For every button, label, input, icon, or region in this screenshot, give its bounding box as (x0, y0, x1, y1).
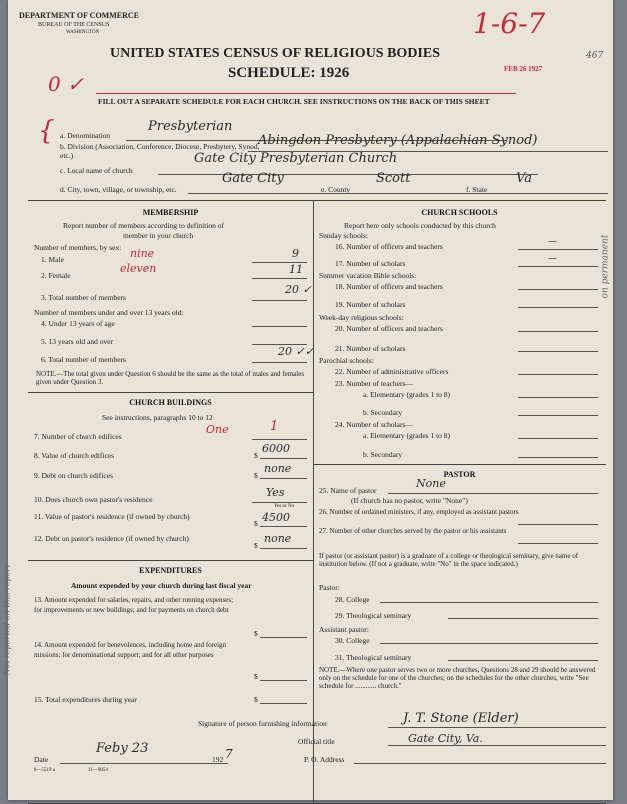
q2-line (252, 278, 307, 279)
q8-amount: 6000 (262, 442, 290, 455)
buildings-rule (28, 392, 313, 393)
q16-value: — (548, 237, 557, 247)
q26-line (518, 524, 598, 525)
q15-line (260, 703, 307, 704)
form-title: UNITED STATES CENSUS OF RELIGIOUS BODIES (110, 46, 441, 61)
q10-line (252, 502, 307, 503)
schools-sub: Report here only schools conducted by this church (344, 221, 496, 230)
state-label: f. State (466, 185, 488, 194)
q12-debt: 12. Debt on pastor's residence (if owned by church) (34, 534, 189, 543)
q1-value: 9 (292, 247, 299, 260)
q10-answer: Yes (266, 486, 285, 499)
q2-word: eleven (120, 262, 157, 275)
city-town-value: Gate City (222, 171, 284, 186)
q24a-elementary: a. Elementary (grades 1 to 8) (363, 431, 451, 440)
year-prefix: 192 (212, 755, 224, 764)
q11-value: 11. Value of pastor's residence (if owned by church) (34, 512, 190, 521)
q11-dollar: $ (254, 519, 258, 528)
expenditures-rule (28, 560, 313, 561)
q25-hint: (If church has no pastor, write "None") (351, 496, 468, 505)
county-label: e. County (321, 185, 351, 194)
instruction-line: FILL OUT A SEPARATE SCHEDULE FOR EACH CHURCH. SEE INSTRUCTIONS ON THE BACK OF THIS SHEET (98, 97, 490, 106)
summer-label: Summer vacation Bible schools: (319, 271, 417, 280)
po-address-label: P. O. Address (304, 755, 345, 764)
q22-line (518, 374, 598, 375)
q22-admin: 22. Number of administrative officers (335, 367, 449, 376)
q25-name: 25. Name of pastor (319, 486, 377, 495)
q20-line (518, 331, 598, 332)
parochial-label: Parochial schools: (319, 356, 374, 365)
division-value: Abingdon Presbytery (Appalachian Synod) (258, 133, 538, 148)
city-label: WASHINGTON (66, 30, 100, 35)
right-margin-note: on permanent (600, 234, 611, 299)
q13-dollar: $ (254, 629, 258, 638)
local-name-label: c. Local name of church (60, 166, 133, 175)
q21-scholars: 21. Number of scholars (335, 344, 406, 353)
q24b-secondary: b. Secondary (363, 450, 403, 459)
q30-college: 30. College (335, 636, 370, 645)
q27-line (518, 543, 598, 544)
q17-scholars: 17. Number of scholars (335, 259, 406, 268)
q29-line (448, 618, 598, 619)
q8-dollar: $ (254, 451, 258, 460)
expenditures-sub: Amount expended by your church during last fiscal year (71, 581, 252, 590)
assistant-label: Assistant pastor: (319, 625, 369, 634)
date-label: Date (34, 755, 49, 764)
q9-line (260, 478, 307, 479)
signature-value: J. T. Stone (Elder) (403, 711, 519, 726)
signature-line (388, 727, 606, 728)
q31-seminary: 31. Theological seminary (335, 653, 412, 662)
buildings-sub: See instructions, paragraphs 10 to 12 (102, 413, 213, 422)
q18-line (518, 289, 598, 290)
buildings-title: CHURCH BUILDINGS (129, 398, 212, 407)
q11-amount: 4500 (262, 511, 290, 524)
q23a-line (518, 397, 598, 398)
q2-female: 2. Female (41, 271, 71, 280)
q1-word: nine (130, 247, 155, 260)
q16-officers: 16. Number of officers and teachers (335, 242, 443, 251)
q23-teachers: 23. Number of teachers— (335, 379, 413, 388)
q25-value: None (416, 477, 446, 490)
form-number: 8—5519 a (34, 768, 55, 773)
q15-total: 15. Total expenditures during year (34, 695, 137, 704)
q27-other-churches: 27. Number of other churches served by the pastor or his assistants (319, 527, 507, 535)
schools-title: CHURCH SCHOOLS (421, 208, 498, 217)
column-divider (313, 200, 314, 803)
local-name-value: Gate City Presbyterian Church (194, 151, 398, 166)
q9-dollar: $ (254, 471, 258, 480)
q8-line (260, 458, 307, 459)
q13-line (260, 637, 307, 638)
q12-dollar: $ (254, 541, 258, 550)
q5-over13: 5. 13 years old and over (41, 337, 114, 346)
q8-value: 8. Value of church edifices (34, 451, 115, 460)
q17-value: — (548, 254, 557, 264)
date-line (60, 763, 228, 764)
date-value: Feby 23 (96, 741, 149, 756)
q23a-elementary: a. Elementary (grades 1 to 8) (363, 390, 451, 399)
membership-sub1: Report number of members according to definition of (63, 221, 224, 230)
left-margin-note: Not reported on this report (2, 564, 12, 676)
denomination-value: Presbyterian (148, 119, 233, 134)
weekday-label: Week-day religious schools: (319, 313, 404, 322)
department-label: DEPARTMENT OF COMMERCE (19, 11, 140, 20)
q6-total: 6. Total number of members (41, 355, 126, 364)
q9-debt: 9. Debt on church edifices (34, 471, 113, 480)
q28-college: 28. College (335, 595, 370, 604)
local-name-line (158, 174, 538, 175)
top-rule (28, 200, 606, 201)
q21-line (518, 351, 598, 352)
membership-note: NOTE.—The total given under Question 6 should be the same as the total of males and females given under Question 3. (36, 370, 305, 387)
print-number: 11—9054 (88, 768, 108, 773)
q28-line (380, 602, 598, 603)
q30-line (380, 643, 598, 644)
q9-amount: none (264, 462, 292, 475)
q2-value: 11 (289, 263, 303, 276)
graduate-note: If pastor (or assistant pastor) is a graduate of a college or theological seminary, give name of institution below. (If not a graduate, write "No" in the space indicated.) (319, 552, 579, 569)
bureau-label: BUREAU OF THE CENSUS (38, 22, 110, 28)
q14-benevolences: 14. Amount expended for benevolences, including home and foreign missions; for denominational support; and for all other purposes (34, 641, 227, 659)
q7-number: 1 (270, 419, 279, 434)
city-line (188, 193, 608, 194)
red-rule (96, 93, 516, 94)
pastor-note: NOTE.—Where one pastor serves two or more churches, Questions 28 and 29 should be answered only on the schedule for one of the churches; on the schedules for the other churches, write "See schedule for ............ church." (319, 666, 596, 691)
q24-scholars: 24. Number of scholars— (335, 420, 413, 429)
city-town-label: d. City, town, village, or township, etc. (60, 185, 177, 194)
received-stamp: FEB 26 1927 (504, 65, 543, 73)
denomination-label: a. Denomination (60, 131, 110, 140)
handwritten-check: 0 ✓ (48, 72, 84, 96)
q10-residence: 10. Does church own pastor's residence (34, 495, 153, 504)
q14-line (260, 680, 307, 681)
membership-sub2: member in your church (123, 231, 194, 240)
q15-dollar: $ (254, 695, 258, 704)
expenditures-title: EXPENDITURES (139, 566, 202, 575)
handwritten-number: 467 (586, 51, 604, 61)
q23b-secondary: b. Secondary (363, 408, 403, 417)
q11-line (260, 526, 307, 527)
q23b-line (518, 415, 598, 416)
q14-dollar: $ (254, 672, 258, 681)
yes-no-hint: Yes or No (274, 504, 295, 509)
q3-value: 20 ✓ (285, 283, 312, 296)
schedule-title: SCHEDULE: 1926 (228, 65, 350, 81)
q31-line (448, 660, 598, 661)
q7-line (252, 439, 307, 440)
q24a-line (518, 438, 598, 439)
q12-amount: none (264, 532, 292, 545)
state-value: Va (516, 171, 532, 186)
q29-seminary: 29. Theological seminary (335, 611, 412, 620)
official-title-value: Gate City, Va. (408, 732, 483, 745)
handwritten-code: 1-6-7 (473, 7, 546, 40)
q26-assistants: 26. Number of ordained ministers, if any, employed as assistant pastors (319, 508, 519, 516)
q6-line (252, 362, 307, 363)
q6-value: 20 ✓✓ (278, 345, 314, 358)
official-title-label: Official title (298, 737, 335, 746)
division-label: b. Division (Association, Conference, Diocese, Presbytery, Synod, etc.) (60, 142, 260, 160)
q7-word: One (206, 423, 229, 436)
age-label: Number of members under and over 13 years old: (34, 308, 184, 317)
q3-total: 3. Total number of members (41, 293, 126, 302)
pastor-rule (313, 464, 606, 465)
q13-running: 13. Amount expended for salaries, repairs, and other running expenses; for improvements or new buildings; and for payments on church debt (34, 596, 234, 614)
year-digit: 7 (225, 747, 233, 761)
county-value: Scott (376, 171, 411, 186)
q3-line (252, 300, 307, 301)
q20-officers: 20. Number of officers and teachers (335, 324, 443, 333)
by-sex-label: Number of members, by sex: (34, 243, 122, 252)
q19-line (518, 307, 598, 308)
po-address-line (354, 763, 606, 764)
signature-label: Signature of person furnishing information (198, 719, 327, 728)
q12-line (260, 548, 307, 549)
q16-line (518, 249, 598, 250)
q4-line (252, 326, 307, 327)
q17-line (518, 266, 598, 267)
q4-under13: 4. Under 13 years of age (41, 319, 115, 328)
q24b-line (518, 457, 598, 458)
q25-line (388, 493, 598, 494)
official-title-line (388, 745, 606, 746)
pastor-sub-label: Pastor: (319, 583, 340, 592)
red-bracket-mark: { (38, 116, 55, 146)
q1-male: 1. Male (41, 255, 64, 264)
membership-title: MEMBERSHIP (142, 208, 199, 217)
q7-edifices: 7. Number of church edifices (34, 432, 122, 441)
pastor-title: PASTOR (443, 470, 476, 479)
q18-officers: 18. Number of officers and teachers (335, 282, 443, 291)
sunday-label: Sunday schools: (319, 231, 368, 240)
q19-scholars: 19. Number of scholars (335, 300, 406, 309)
census-form (2, 0, 613, 800)
